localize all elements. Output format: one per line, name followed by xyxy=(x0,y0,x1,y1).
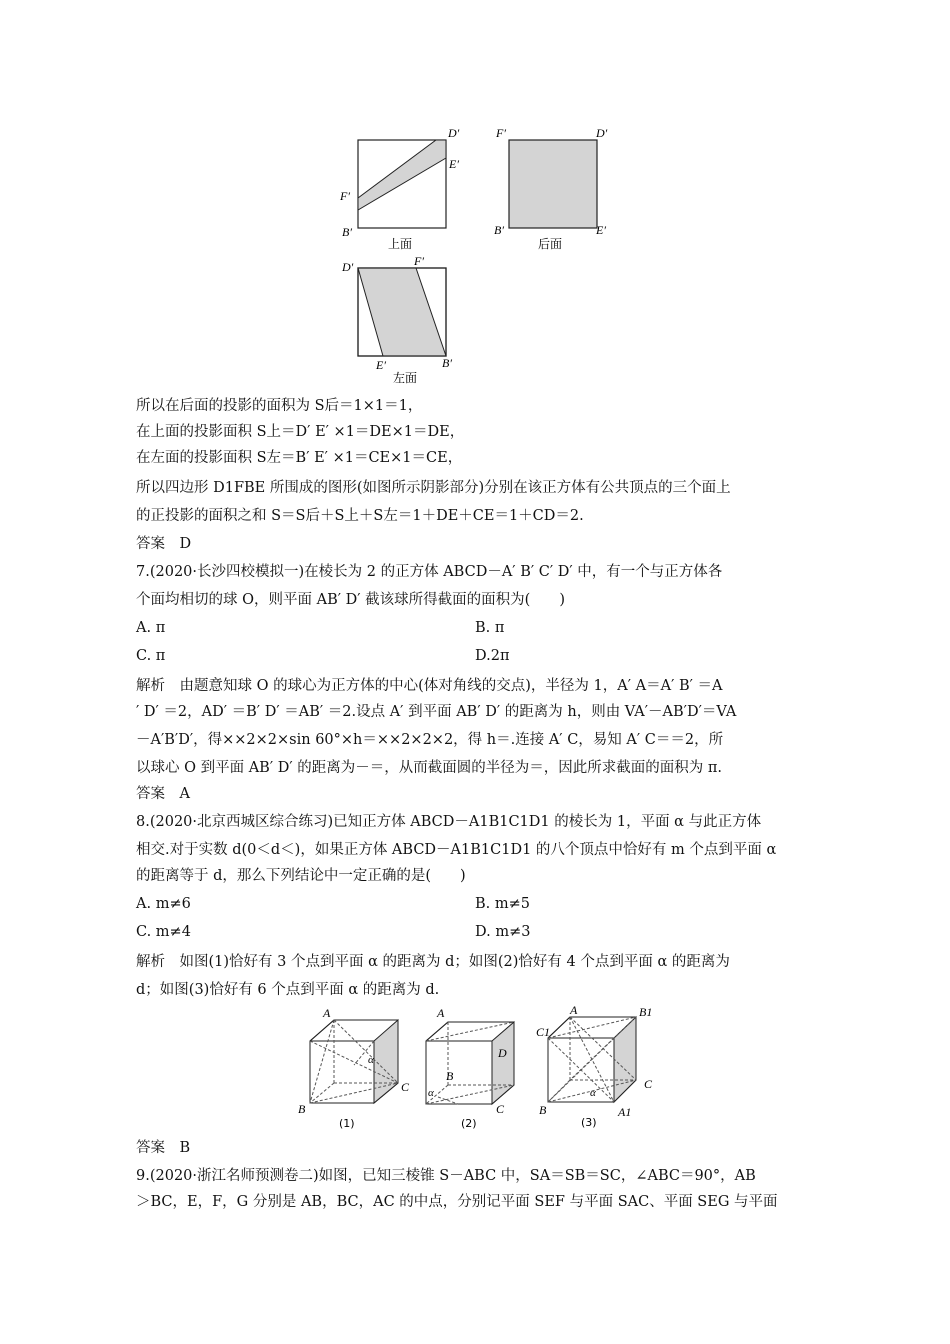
vertex-a1: A1 xyxy=(618,1105,632,1119)
vertex-c: C xyxy=(401,1080,410,1094)
vertex-b: B xyxy=(446,1069,454,1083)
left-view-figure xyxy=(336,255,476,390)
vertex-a: A xyxy=(570,1003,578,1017)
solution-7-line-3: －A′B′D′，得××2×2×sin 60°×h＝××2×2×2，得 h＝.连接 A′ C，易知 A′ C＝＝2，所 xyxy=(136,732,724,748)
shaded-band xyxy=(358,268,446,356)
vertex-d: D xyxy=(498,1046,507,1060)
text-line-2: 在上面的投影面积 S上＝D′ E′ ×1＝DE×1＝DE， xyxy=(136,424,465,440)
label-e: E′ xyxy=(376,358,386,372)
alpha: α xyxy=(428,1087,434,1099)
q7-option-a: A. π xyxy=(136,620,166,636)
question-9-line-1: 9.(2020·浙江名师预测卷二)如图，已知三棱锥 S－ABC 中，SA＝SB＝SC，∠ABC＝90°，AB xyxy=(136,1168,756,1184)
text-line-3: 在左面的投影面积 S左＝B′ E′ ×1＝CE×1＝CE， xyxy=(136,450,463,466)
question-7-line-1: 7.(2020·长沙四校模拟一)在棱长为 2 的正方体 ABCD－A′ B′ C′ D′ 中，有一个与正方体各 xyxy=(136,564,723,580)
solution-8-line-1: 解析 如图(1)恰好有 3 个点到平面 α 的距离为 d；如图(2)恰好有 4 个点到平面 α 的距离为 xyxy=(136,954,730,970)
vertex-a: A xyxy=(323,1006,331,1020)
alpha: α xyxy=(590,1087,596,1099)
label-f: F′ xyxy=(414,255,424,268)
solution-8-line-2: d；如图(3)恰好有 6 个点到平面 α 的距离为 d. xyxy=(136,982,440,998)
solution-7-line-2: ′ D′ ＝2，AD′ ＝B′ D′ ＝AB′ ＝2.设点 A′ 到平面 AB′ D′ 的距离为 h，则由 VA′－AB′D′＝VA xyxy=(136,704,737,720)
cube-figure-2 xyxy=(418,1005,536,1133)
q8-option-a: A. m≠6 xyxy=(136,896,191,912)
question-8-line-2: 相交.对于实数 d(0＜d＜)，如果正方体 ABCD－A1B1C1D1 的八个顶点中恰好有 m 个点到平面 α xyxy=(136,842,777,858)
caption-1: (1) xyxy=(339,1117,355,1130)
caption-back: 后面 xyxy=(538,237,563,251)
vertex-c1: C1 xyxy=(536,1025,551,1039)
top-view-figure xyxy=(336,120,476,255)
label-d: D′ xyxy=(342,260,354,274)
label-f: F′ xyxy=(496,126,506,140)
cube-figure-1 xyxy=(294,1005,419,1133)
vertex-b: B xyxy=(298,1102,306,1116)
question-8-line-1: 8.(2020·北京西城区综合练习)已知正方体 ABCD－A1B1C1D1 的棱长为 1，平面 α 与此正方体 xyxy=(136,814,762,830)
label-b: B′ xyxy=(342,225,352,239)
caption-left: 左面 xyxy=(393,371,418,385)
caption-2: (2) xyxy=(461,1117,477,1130)
question-8-line-3: 的距离等于 d，那么下列结论中一定正确的是( ) xyxy=(136,868,466,884)
alpha: α xyxy=(368,1054,374,1066)
label-d: D′ xyxy=(448,126,460,140)
answer-8: 答案 B xyxy=(136,1140,191,1156)
q7-option-b: B. π xyxy=(475,620,505,636)
cube-figure-3 xyxy=(536,1002,664,1130)
vertex-c: C xyxy=(644,1077,653,1091)
question-9-line-2: ＞BC，E，F，G 分别是 AB，BC，AC 的中点，分别记平面 SEF 与平面 SAC、平面 SEG 与平面 xyxy=(136,1194,778,1210)
label-b: B′ xyxy=(442,356,452,370)
answer-7: 答案 A xyxy=(136,786,190,802)
q8-option-c: C. m≠4 xyxy=(136,924,191,940)
label-d: D′ xyxy=(596,126,608,140)
solution-7-line-1: 解析 由题意知球 O 的球心为正方体的中心(体对角线的交点)，半径为 1，A′ A＝A′ B′ ＝A xyxy=(136,678,723,694)
text-line-4: 所以四边形 D1FBE 所围成的图形(如图所示阴影部分)分别在该正方体有公共顶点的三个面上 xyxy=(136,480,731,496)
label-f: F′ xyxy=(340,189,350,203)
q8-option-d: D. m≠3 xyxy=(475,924,531,940)
label-e: E′ xyxy=(449,157,459,171)
answer-6: 答案 D xyxy=(136,536,192,552)
label-b: B′ xyxy=(494,223,504,237)
vertex-b: B xyxy=(539,1103,547,1117)
q7-option-d: D.2π xyxy=(475,648,510,664)
label-e: E′ xyxy=(596,223,606,237)
vertex-c: C xyxy=(496,1102,505,1116)
caption-top: 上面 xyxy=(388,237,413,251)
question-7-line-2: 个面均相切的球 O，则平面 AB′ D′ 截该球所得截面的面积为( ) xyxy=(136,592,565,608)
q7-option-c: C. π xyxy=(136,648,166,664)
vertex-a: A xyxy=(437,1006,445,1020)
shaded-band xyxy=(358,140,446,210)
solution-7-line-4: 以球心 O 到平面 AB′ D′ 的距离为－＝，从而截面圆的半径为＝，因此所求截面的面积为 π. xyxy=(136,760,723,776)
q8-option-b: B. m≠5 xyxy=(475,896,530,912)
text-line-1: 所以在后面的投影的面积为 S后＝1×1＝1， xyxy=(136,398,423,414)
back-view-figure xyxy=(488,120,628,255)
vertex-b1: B1 xyxy=(639,1005,653,1019)
text-line-5: 的正投影的面积之和 S＝S后＋S上＋S左＝1＋DE＋CE＝1＋CD＝2. xyxy=(136,508,584,524)
caption-3: (3) xyxy=(581,1116,597,1129)
